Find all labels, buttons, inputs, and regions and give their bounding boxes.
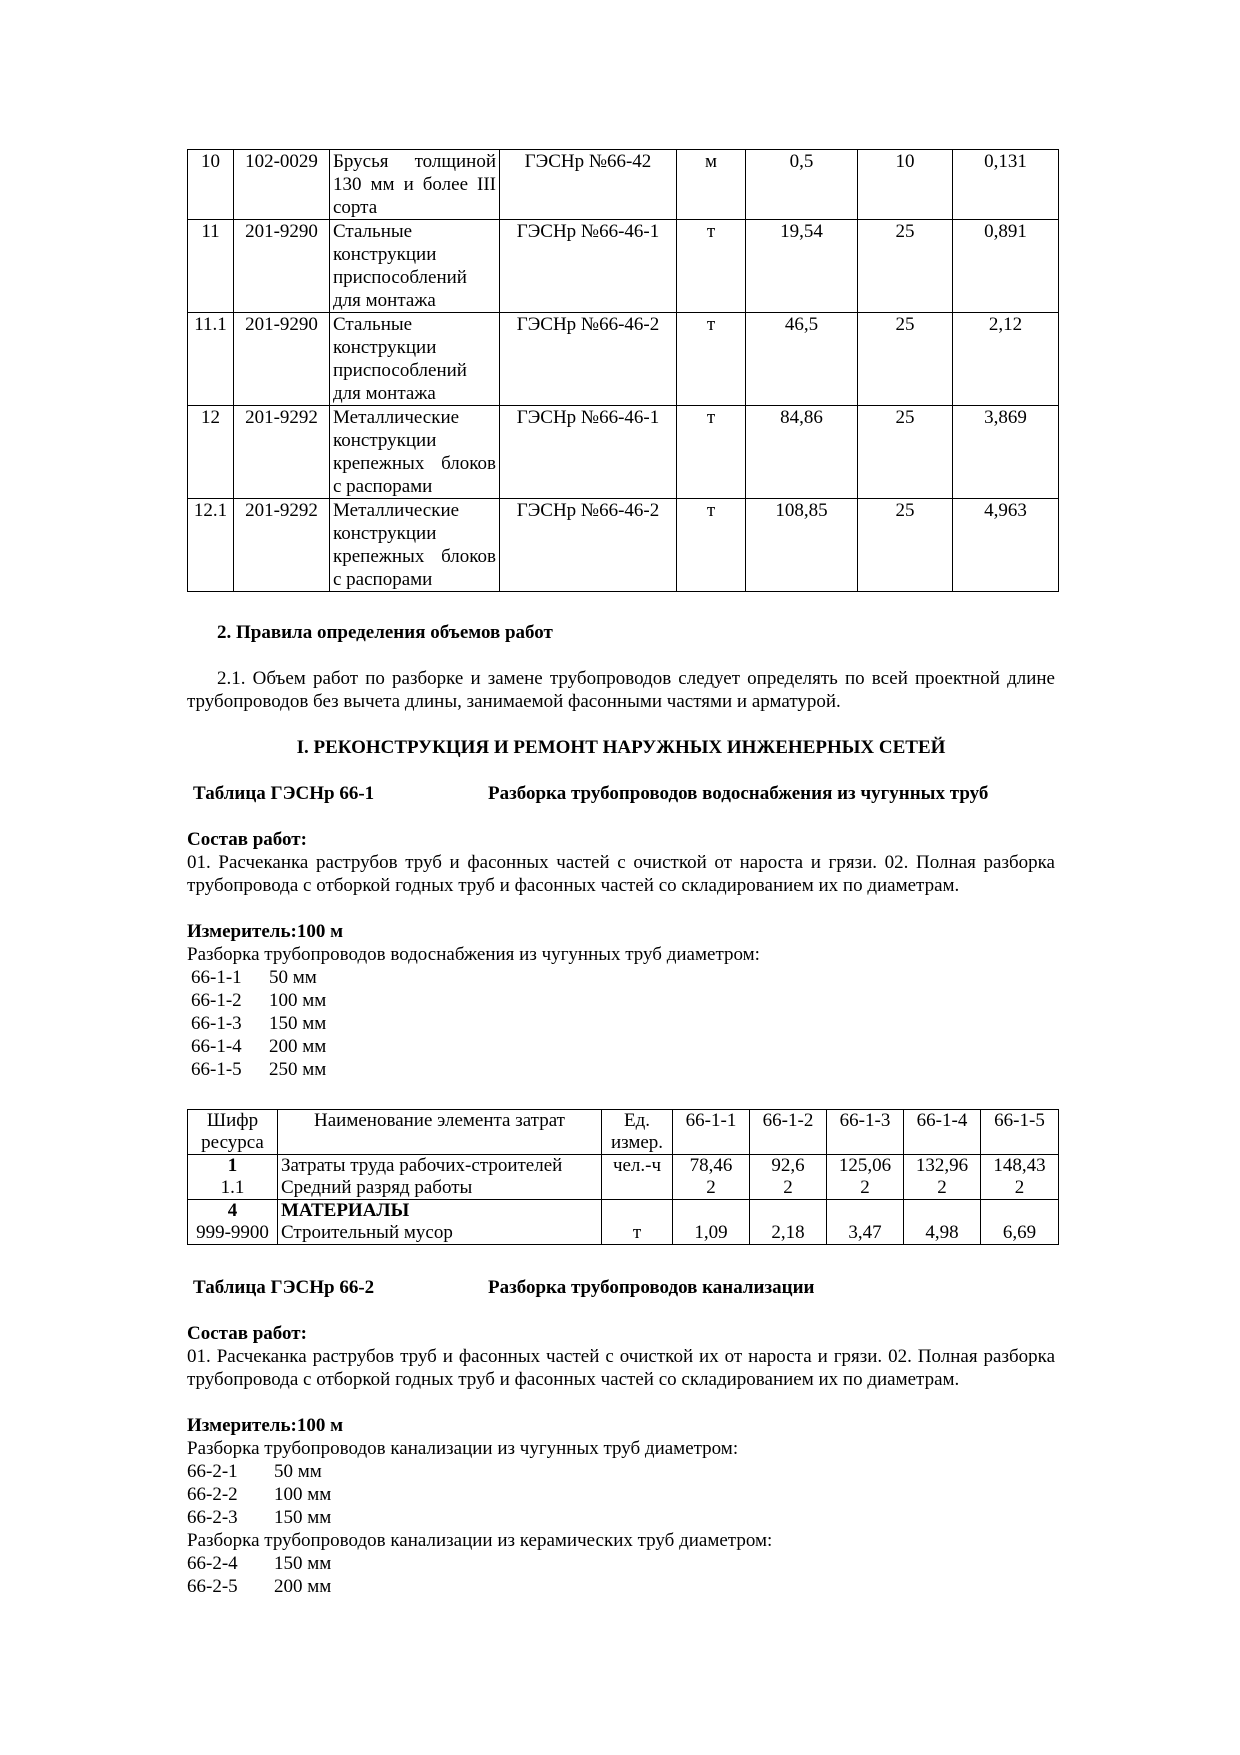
cell-v2: 10 [858, 150, 953, 220]
cell-name: Стальные конструкции приспособлений для монтажа [330, 313, 500, 406]
row2-val-5: 6,69 [981, 1200, 1059, 1245]
section2-text: 2.1. Объем работ по разборке и замене трубопроводов следует определять по всей проектной длине трубопроводов без вычета длины, занимаемой фасонными частями и арматурой. [187, 668, 1055, 712]
cell-code: 201-9290 [234, 313, 330, 406]
table2-items2 [187, 1552, 331, 1598]
item-code: 66-1-1 [191, 967, 242, 988]
table2-items1 [187, 1460, 331, 1529]
cell-v3: 4,963 [953, 499, 1059, 592]
row2-unit: т [602, 1200, 673, 1245]
cell-no: 12 [188, 406, 234, 499]
item-size: 100 мм [274, 1484, 332, 1505]
diameter-item [191, 989, 326, 1012]
cell-ref: ГЭСНр №66-46-2 [500, 313, 677, 406]
header-col-2: 66-1-2 [750, 1110, 827, 1155]
resource-row [188, 499, 1059, 592]
item-code: 66-2-4 [187, 1553, 238, 1574]
header-col-3: 66-1-3 [827, 1110, 904, 1155]
item-code: 66-1-4 [191, 1036, 242, 1057]
diameter-item [191, 1012, 326, 1035]
grid-row-materials [188, 1200, 1059, 1245]
table2-label: Таблица ГЭСНр 66-2 [193, 1277, 375, 1298]
cell-unit: т [677, 406, 746, 499]
item-code: 66-2-5 [187, 1576, 238, 1597]
cell-v1: 19,54 [746, 220, 858, 313]
cell-unit: м [677, 150, 746, 220]
row2-name: МАТЕРИАЛЫ [281, 1200, 410, 1221]
cell-code: 201-9292 [234, 406, 330, 499]
table1-items [191, 966, 326, 1081]
cell-v2: 25 [858, 406, 953, 499]
cell-unit: т [677, 313, 746, 406]
table1-label: Таблица ГЭСНр 66-1 [193, 783, 375, 804]
resource-row [188, 406, 1059, 499]
cell-v1: 108,85 [746, 499, 858, 592]
item-size: 150 мм [274, 1507, 332, 1528]
grid-row-labor [188, 1155, 1059, 1200]
row1-val-4: 132,96 [915, 1155, 969, 1176]
cell-no: 12.1 [188, 499, 234, 592]
table1-intro: Разборка трубопроводов водоснабжения из чугунных труб диаметром: [187, 944, 760, 965]
row1-code2: 1.1 [220, 1177, 245, 1198]
cell-v3: 2,12 [953, 313, 1059, 406]
table2-intro2: Разборка трубопроводов канализации из керамических труб диаметром: [187, 1530, 773, 1551]
cell-unit: т [677, 220, 746, 313]
cell-ref: ГЭСНр №66-46-1 [500, 406, 677, 499]
header-unit: Ед. измер. [602, 1110, 673, 1155]
item-size: 50 мм [274, 1461, 322, 1482]
diameter-item [187, 1506, 331, 1529]
row1-val-5: 148,43 [993, 1155, 1046, 1176]
cell-code: 201-9290 [234, 220, 330, 313]
table1-title: Разборка трубопроводов водоснабжения из чугунных труб [488, 783, 989, 804]
header-name: Наименование элемента затрат [278, 1110, 602, 1155]
cell-v3: 0,891 [953, 220, 1059, 313]
document-page [187, 149, 1055, 1597]
row1-unit: чел.-ч [602, 1155, 673, 1200]
item-code: 66-2-3 [187, 1507, 238, 1528]
item-size: 50 мм [269, 967, 317, 988]
diameter-item [191, 1035, 326, 1058]
diameter-item [187, 1575, 331, 1598]
cell-no: 10 [188, 150, 234, 220]
row1-val-2: 92,6 [771, 1155, 805, 1176]
table2-composition-text: 01. Расчеканка раструбов труб и фасонных частей с очисткой их от нароста и грязи. 02. Полная разборка трубопровода с отборкой годных труб и фасонных частей со складированием их по диаметрам. [187, 1346, 1055, 1390]
cell-code: 102-0029 [234, 150, 330, 220]
row1-val-3: 125,06 [838, 1155, 892, 1176]
cell-v1: 46,5 [746, 313, 858, 406]
cell-name: Брусья толщиной 130 мм и более III сорта [330, 150, 500, 220]
row1-grade-1: 2 [706, 1177, 716, 1198]
cell-ref: ГЭСНр №66-46-1 [500, 220, 677, 313]
item-size: 100 мм [269, 990, 327, 1011]
part-title: I. РЕКОНСТРУКЦИЯ И РЕМОНТ НАРУЖНЫХ ИНЖЕНЕРНЫХ СЕТЕЙ [296, 737, 946, 758]
diameter-item [187, 1460, 331, 1483]
item-size: 150 мм [274, 1553, 332, 1574]
cell-unit: т [677, 499, 746, 592]
item-size: 200 мм [274, 1576, 332, 1597]
cell-name: Металлические конструкции крепежных блоков с распорами [330, 499, 500, 592]
resource-row [188, 150, 1059, 220]
item-code: 66-2-1 [187, 1461, 238, 1482]
resources-table [187, 149, 1059, 592]
cell-v2: 25 [858, 499, 953, 592]
cell-v1: 0,5 [746, 150, 858, 220]
cell-v3: 0,131 [953, 150, 1059, 220]
cell-v2: 25 [858, 220, 953, 313]
row1-grade-2: 2 [783, 1177, 793, 1198]
row1-grade-4: 2 [937, 1177, 947, 1198]
grid-header-row [188, 1110, 1059, 1155]
cell-ref: ГЭСНр №66-46-2 [500, 499, 677, 592]
norms-table-66-1 [187, 1109, 1059, 1245]
item-size: 200 мм [269, 1036, 327, 1057]
cell-name: Стальные конструкции приспособлений для монтажа [330, 220, 500, 313]
row2-code: 4 [227, 1200, 238, 1221]
table2-intro1: Разборка трубопроводов канализации из чугунных труб диаметром: [187, 1438, 739, 1459]
row2-val-1: 1,09 [673, 1200, 750, 1245]
cell-ref: ГЭСНр №66-42 [500, 150, 677, 220]
diameter-item [191, 966, 326, 989]
row1-grade-5: 2 [1014, 1177, 1025, 1198]
item-code: 66-1-5 [191, 1059, 242, 1080]
item-size: 250 мм [269, 1059, 327, 1080]
row1-val-1: 78,46 [689, 1155, 733, 1176]
table2-meter: Измеритель:100 м [187, 1415, 344, 1436]
resource-row [188, 220, 1059, 313]
row1-name: Затраты труда рабочих-строителей [281, 1155, 563, 1176]
item-size: 150 мм [269, 1013, 327, 1034]
cell-no: 11.1 [188, 313, 234, 406]
table1-composition-text: 01. Расчеканка раструбов труб и фасонных частей с очисткой от нароста и грязи. 02. Полная разборка трубопровода с отборкой годных труб и фасонных частей со складированием их по диаметрам. [187, 852, 1055, 896]
cell-v1: 84,86 [746, 406, 858, 499]
header-code: Шифр ресурса [188, 1110, 278, 1155]
diameter-item [187, 1483, 331, 1506]
cell-code: 201-9292 [234, 499, 330, 592]
table1-meter: Измеритель:100 м [187, 921, 344, 942]
row1-name2: Средний разряд работы [281, 1177, 473, 1198]
header-col-4: 66-1-4 [904, 1110, 981, 1155]
cell-v2: 25 [858, 313, 953, 406]
header-col-1: 66-1-1 [673, 1110, 750, 1155]
row1-code: 1 [227, 1155, 238, 1176]
row2-val-4: 4,98 [904, 1200, 981, 1245]
cell-name: Металлические конструкции крепежных блоков с распорами [330, 406, 500, 499]
item-code: 66-1-3 [191, 1013, 242, 1034]
cell-v3: 3,869 [953, 406, 1059, 499]
row2-val-3: 3,47 [827, 1200, 904, 1245]
item-code: 66-1-2 [191, 990, 242, 1011]
diameter-item [191, 1058, 326, 1081]
row2-code2: 999-9900 [196, 1222, 269, 1243]
diameter-item [187, 1552, 331, 1575]
row2-name2: Строительный мусор [281, 1222, 453, 1243]
table2-composition-label: Состав работ: [187, 1323, 307, 1344]
cell-no: 11 [188, 220, 234, 313]
section2-title: 2. Правила определения объемов работ [217, 622, 553, 643]
table2-title: Разборка трубопроводов канализации [488, 1277, 815, 1298]
item-code: 66-2-2 [187, 1484, 238, 1505]
row1-grade-3: 2 [860, 1177, 870, 1198]
resource-row [188, 313, 1059, 406]
row2-val-2: 2,18 [750, 1200, 827, 1245]
table1-composition-label: Состав работ: [187, 829, 307, 850]
header-col-5: 66-1-5 [981, 1110, 1059, 1155]
